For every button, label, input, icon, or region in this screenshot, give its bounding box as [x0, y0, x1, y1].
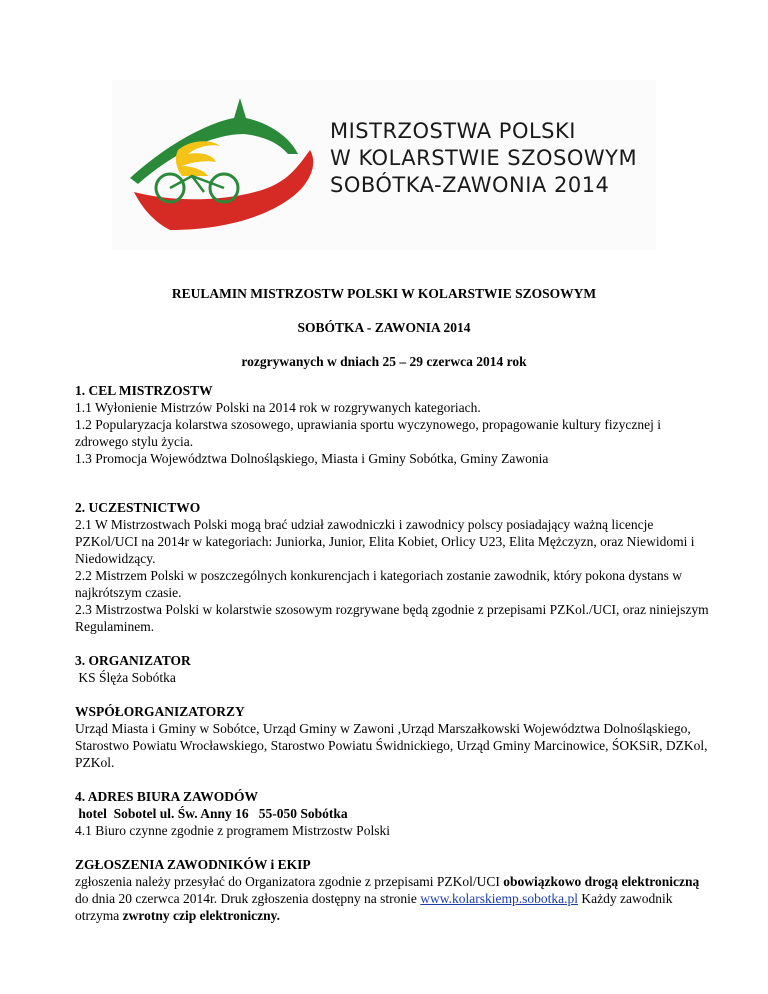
paragraph: Urząd Miasta i Gminy w Sobótce, Urząd Gminy w Zawoni ,Urząd Marszałkowski Województwa Dolnośląskiego, Starostwo Powiatu Wrocławskiego, Starostwo Powiatu Świdnickiego, Urząd Gminy Marcinowice, ŚOKSiR, DZKol, PZKol.	[75, 721, 708, 770]
section-heading: 1. CEL MISTRZOSTW	[75, 383, 213, 398]
document-dates: rozgrywanych w dniach 25 – 29 czerwca 2014 rok	[241, 354, 527, 369]
logo-title-line1: MISTRZOSTWA POLSKI	[330, 119, 576, 143]
logo-title-line3: SOBÓTKA-ZAWONIA 2014	[330, 173, 610, 197]
office-address: hotel Sobotel ul. Św. Anny 16 55-050 Sobótka	[75, 806, 348, 821]
section-heading: ZGŁOSZENIA ZAWODNIKÓW i EKIP	[75, 857, 311, 872]
paragraph: 2.1 W Mistrzostwach Polski mogą brać udział zawodniczki i zawodnicy polscy posiadający ważną licencje PZKol/UCI na 2014r w kategoriach: Juniorka, Junior, Elita Kobiet, Orlicy U23, Elita Mężczyzn, oraz Niewidomi i Niedowidzący.	[75, 517, 695, 566]
paragraph: 2.2 Mistrzem Polski w poszczególnych konkurencjach i kategoriach zostanie zawodnik, który pokona dystans w najkrótszym czasie.	[75, 568, 682, 600]
paragraph	[75, 873, 715, 924]
document-location: SOBÓTKA - ZAWONIA 2014	[297, 320, 471, 335]
paragraph: 4.1 Biuro czynne zgodnie z programem Mistrzostw Polski	[75, 823, 390, 838]
logo-green-arch	[130, 98, 298, 184]
section-participation	[75, 499, 715, 635]
text: do dnia 20 czerwca 2014r. Druk zgłoszenia dostępny na stronie	[75, 891, 421, 906]
logo-title	[330, 118, 637, 199]
paragraph: 1.1 Wyłonienie Mistrzów Polski na 2014 rok w rozgrywanych kategoriach.	[75, 400, 481, 415]
paragraph: 1.3 Promocja Województwa Dolnośląskiego, Miasta i Gminy Sobótka, Gminy Zawonia	[75, 451, 549, 466]
bold-text: obowiązkowo drogą elektroniczną	[503, 874, 700, 889]
section-heading: 2. UCZESTNICTWO	[75, 500, 201, 515]
section-heading: 3. ORGANIZATOR	[75, 653, 191, 668]
section-heading: WSPÓŁORGANIZATORZY	[75, 704, 245, 719]
section-coorganizers	[75, 703, 715, 771]
section-registration	[75, 856, 715, 924]
document-body	[75, 382, 715, 924]
paragraph: 1.2 Popularyzacja kolarstwa szosowego, uprawiania sportu wyczynowego, propagowanie kultury fizycznej i zdrowego stylu życia.	[75, 417, 661, 449]
bold-text: zwrotny czip elektroniczny.	[122, 908, 280, 923]
website-link[interactable]: www.kolarskiemp.sobotka.pl	[420, 891, 579, 906]
section-office-address	[75, 788, 715, 839]
paragraph: 2.3 Mistrzostwa Polski w kolarstwie szosowym rozgrywane będą zgodnie z przepisami PZKol./UCI, oraz niniejszym Regulaminem.	[75, 602, 709, 634]
section-goals	[75, 382, 715, 467]
text: zgłoszenia należy przesyłać do Organizatora zgodnie z przepisami PZKol/UCI	[75, 874, 504, 889]
section-heading: 4. ADRES BIURA ZAWODÓW	[75, 789, 259, 804]
paragraph: KS Ślęża Sobótka	[75, 670, 176, 685]
text: Każdy zawodnik otrzyma	[75, 891, 673, 923]
document-title: REULAMIN MISTRZOSTW POLSKI W KOLARSTWIE SZOSOWYM	[171, 286, 597, 301]
section-organizer	[75, 652, 715, 686]
logo-title-line2: W KOLARSTWIE SZOSOWYM	[330, 146, 638, 170]
